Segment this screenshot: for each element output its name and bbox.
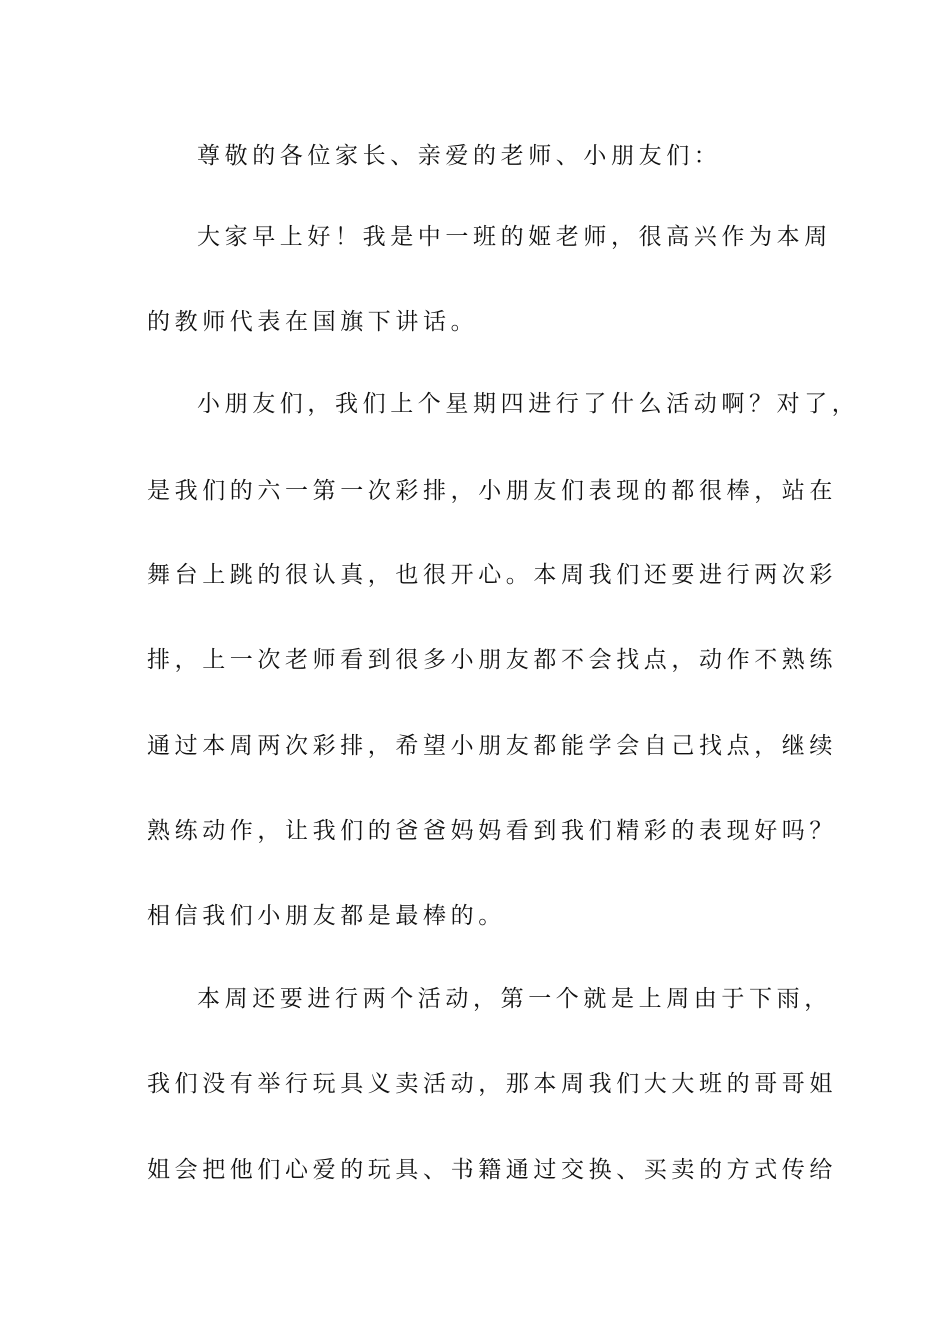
paragraph-line: 小朋友们，我们上个星期四进行了什么活动啊？对了， [197,391,860,417]
paragraph-line: 相信我们小朋友都是最棒的。 [147,903,506,929]
paragraph-line: 舞台上跳的很认真，也很开心。本周我们还要进行两次彩 [147,562,837,588]
paragraph-line: 大家早上好！我是中一班的姬老师，很高兴作为本周 [197,224,832,250]
paragraph-line: 排，上一次老师看到很多小朋友都不会找点，动作不熟练 [147,647,837,673]
paragraph-line: 本周还要进行两个活动，第一个就是上周由于下雨， [197,986,832,1012]
paragraph-line: 姐会把他们心爱的玩具、书籍通过交换、买卖的方式传给 [147,1157,837,1183]
paragraph-line: 是我们的六一第一次彩排，小朋友们表现的都很棒，站在 [147,478,837,504]
paragraph-line: 通过本周两次彩排，希望小朋友都能学会自己找点，继续 [147,733,837,759]
paragraph-line: 的教师代表在国旗下讲话。 [147,309,479,335]
greeting-line: 尊敬的各位家长、亲爱的老师、小朋友们： [197,143,722,169]
paragraph-line: 熟练动作，让我们的爸爸妈妈看到我们精彩的表现好吗？ [147,818,837,844]
paragraph-line: 我们没有举行玩具义卖活动，那本周我们大大班的哥哥姐 [147,1071,837,1097]
